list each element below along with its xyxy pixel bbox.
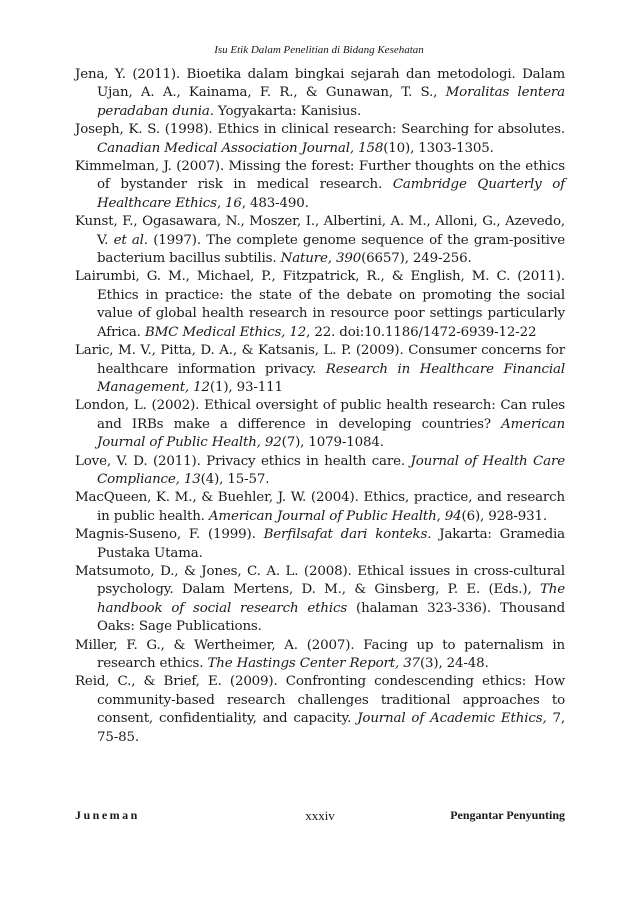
reference-entry: London, L. (2002). Ethical oversight of public health research: Can rules and IRBs make a difference in developing countries? American Journal of Public Health, 92(7), 1079-1084. bbox=[75, 398, 565, 451]
reference-entry: Reid, C., & Brief, E. (2009). Confronting condescending ethics: How community-based research challenges traditional approaches to consent, confidentiality, and capacity. Journal of Academic Ethics, 7, 75-85. bbox=[75, 674, 565, 745]
reference-entry: Kunst, F., Ogasawara, N., Moszer, I., Albertini, A. M., Alloni, G., Azevedo, V. et al. (1997). The complete genome sequence of the gram-positive bacterium bacillus subtilis. Nature, 390(6657), 249-256. bbox=[75, 214, 566, 267]
running-header: Isu Etik Dalam Penelitian di Bidang Kesehatan bbox=[214, 44, 424, 56]
reference-entry: Lairumbi, G. M., Michael, P., Fitzpatrick, R., & English, M. C. (2011). Ethics in practice: the state of the debate on promoting the social value of global health research in resource poor settings particularly Africa. BMC Medical Ethics, 12, 22. doi:10.1186/1472-6939-12-22 bbox=[75, 269, 565, 340]
reference-entry: Joseph, K. S. (1998). Ethics in clinical research: Searching for absolutes. Canadian Medical Association Journal, 158(10), 1303-1305. bbox=[75, 122, 565, 156]
reference-entry: Matsumoto, D., & Jones, C. A. L. (2008). Ethical issues in cross-cultural psychology. Dalam Mertens, D. M., & Ginsberg, P. E. (Eds.), The handbook of social research ethics (halaman 323-336). Thousand Oaks: Sage Publications. bbox=[75, 563, 565, 635]
reference-entry: Jena, Y. (2011). Bioetika dalam bingkai sejarah dan metodologi. Dalam Ujan, A. A., Kainama, F. R., & Gunawan, T. S., Moralitas lentera peradaban dunia. Yogyakarta: Kanisius. bbox=[75, 67, 565, 119]
page-footer bbox=[75, 808, 565, 824]
footer-book-title: Pengantar Penyunting bbox=[450, 808, 565, 822]
reference-entry: Love, V. D. (2011). Privacy ethics in health care. Journal of Health Care Compliance, 13(4), 15-57. bbox=[75, 453, 565, 487]
reference-entry: Kimmelman, J. (2007). Missing the forest: Further thoughts on the ethics of bystander risk in medical research. Cambridge Quarterly of Healthcare Ethics, 16, 483-490. bbox=[75, 159, 565, 211]
reference-entry: Magnis-Suseno, F. (1999). Berfilsafat dari konteks. Jakarta: Gramedia Pustaka Utama. bbox=[75, 527, 565, 561]
reference-entry: MacQueen, K. M., & Buehler, J. W. (2004). Ethics, practice, and research in public health. American Journal of Public Health, 94(6), 928-931. bbox=[75, 490, 565, 524]
reference-list bbox=[75, 66, 565, 747]
page-number: xxxiv bbox=[305, 808, 335, 823]
reference-entry: Laric, M. V., Pitta, D. A., & Katsanis, L. P. (2009). Consumer concerns for healthcare information privacy. Research in Healthcare Financial Management, 12(1), 93-111 bbox=[75, 343, 565, 395]
reference-entry: Miller, F. G., & Wertheimer, A. (2007). Facing up to paternalism in research ethics. The Hastings Center Report, 37(3), 24-48. bbox=[75, 637, 565, 671]
footer-author: Juneman bbox=[75, 808, 140, 822]
